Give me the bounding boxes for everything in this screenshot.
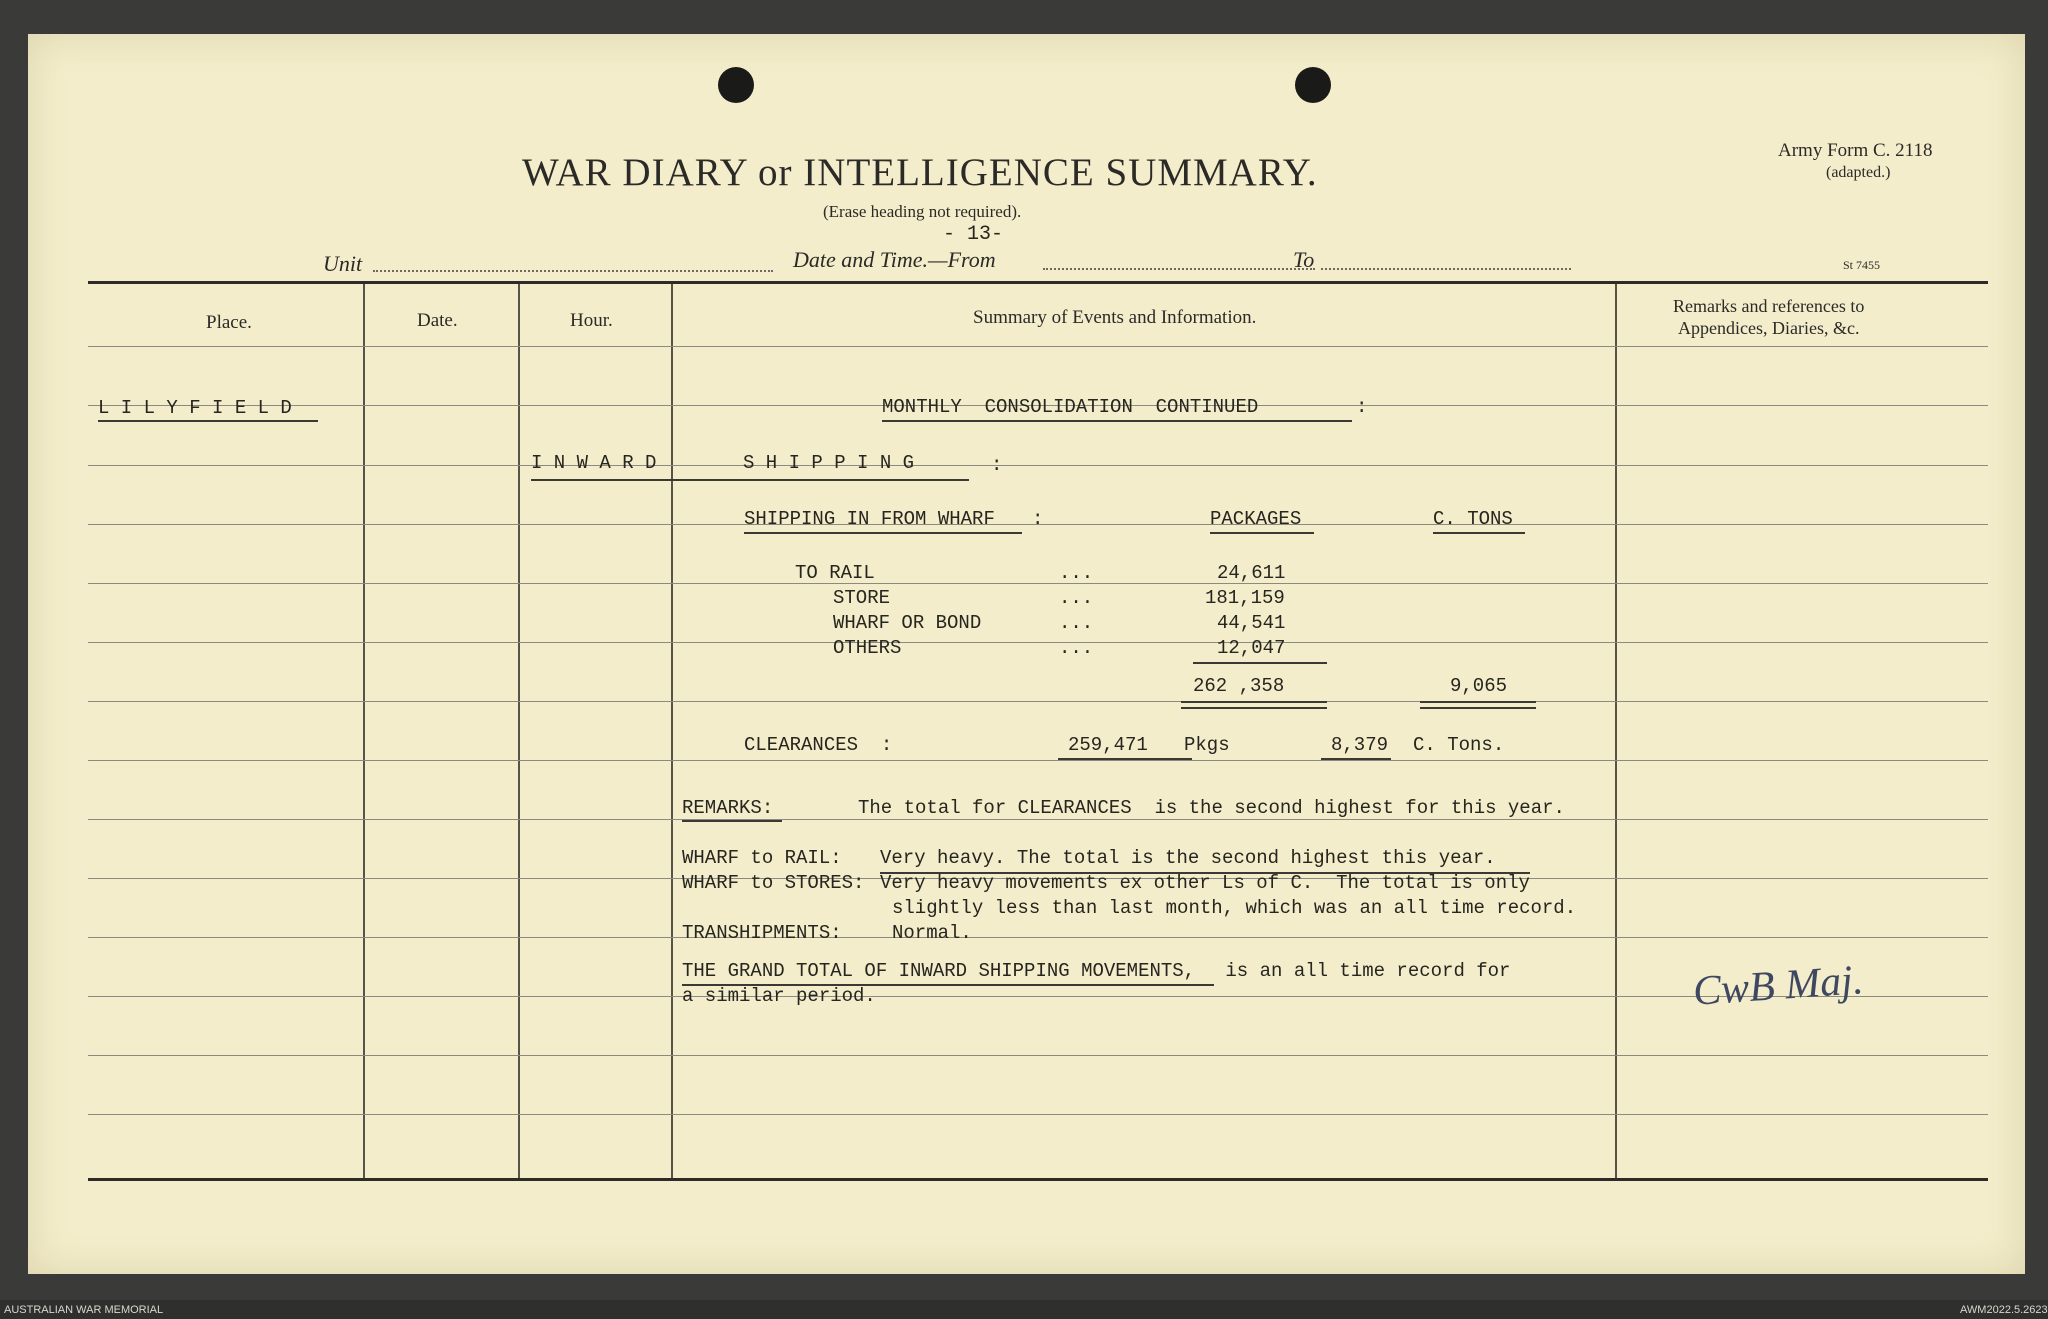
transhipments-label: TRANSHIPMENTS: [682, 922, 842, 944]
sub-heading-underline [744, 532, 1022, 534]
unit-label: Unit [323, 251, 363, 276]
row-dots: ... [1059, 587, 1094, 609]
row-packages: 44,541 [1217, 612, 1286, 634]
remarks-label: REMARKS: [682, 797, 774, 819]
total-packages-double-rule-1 [1181, 701, 1327, 703]
date-time-label: Date and Time.—From [793, 247, 996, 272]
archive-footer-bar [0, 1300, 2048, 1319]
column-header-summary: Summary of Events and Information. [973, 307, 1257, 328]
inward-word: I N W A R D [531, 452, 657, 474]
header-rule [88, 346, 1988, 347]
row-label: WHARF OR BOND [833, 612, 982, 634]
divider-place-date [363, 284, 365, 1178]
section-heading: MONTHLY CONSOLIDATION CONTINUED [882, 396, 1259, 418]
archive-credit: AUSTRALIAN WAR MEMORIAL [4, 1304, 164, 1316]
remarks-label-underline [682, 820, 782, 822]
page-number: - 13- [943, 223, 1004, 246]
total-packages: 262 ,358 [1193, 675, 1285, 697]
clearances-packages-underline [1058, 758, 1192, 760]
signature: CwB Maj. [1691, 957, 1865, 1015]
row-dots: ... [1059, 637, 1094, 659]
divider-date-hour [518, 284, 520, 1178]
section-heading-underline [882, 420, 1352, 422]
column-header-date: Date. [417, 310, 458, 331]
ruled-line [88, 583, 1988, 584]
ruled-line [88, 819, 1988, 820]
remarks-text: The total for CLEARANCES is the second highest for this year. [858, 797, 1565, 819]
column-label-tons: C. TONS [1433, 508, 1513, 530]
table-top-border [88, 281, 1988, 284]
form-note: (adapted.) [1826, 164, 1891, 181]
row-dots: ... [1059, 612, 1094, 634]
clearances-tons-underline [1321, 758, 1391, 760]
row-label: TO RAIL [795, 562, 875, 584]
packages-underline [1210, 532, 1314, 534]
rail-text: Very heavy. The total is the second highest this year. [880, 847, 1496, 869]
row-packages: 181,159 [1205, 587, 1285, 609]
inward-shipping-underline [531, 479, 969, 481]
form-title: WAR DIARY or INTELLIGENCE SUMMARY. [522, 151, 1318, 194]
column-header-place: Place. [206, 312, 252, 333]
grand-total-line2: a similar period. [682, 985, 876, 1007]
ruled-line [88, 465, 1988, 466]
total-tons: 9,065 [1450, 675, 1508, 697]
clearances-label: CLEARANCES : [744, 734, 893, 756]
row-label: STORE [833, 587, 891, 609]
divider-summary-remarks [1615, 284, 1617, 1178]
transhipments-text: Normal. [892, 922, 972, 944]
ruled-line [88, 937, 1988, 938]
grand-total-part1: THE GRAND TOTAL OF INWARD SHIPPING MOVEMENTS, [682, 960, 1196, 982]
clearances-packages: 259,471 [1068, 734, 1148, 756]
row-packages: 24,611 [1217, 562, 1286, 584]
grand-total-part2: is an all time record for [1214, 960, 1511, 982]
form-number: Army Form C. 2118 [1778, 140, 1933, 161]
punch-hole-right [1295, 67, 1331, 103]
tons-underline [1433, 532, 1525, 534]
stores-text-line1: Very heavy movements ex other Ls of C. The total is only [880, 872, 1530, 894]
ruled-line [88, 701, 1988, 702]
form-subtitle: (Erase heading not required). [823, 202, 1022, 221]
print-code: St 7455 [1843, 258, 1881, 272]
clearances-tons: 8,379 [1331, 734, 1389, 756]
place-underline [98, 420, 318, 422]
stores-text-line2: slightly less than last month, which was an all time record. [892, 897, 1577, 919]
table-bottom-border [88, 1178, 1988, 1181]
rail-label: WHARF to RAIL: [682, 847, 842, 869]
diary-page [28, 34, 2025, 1274]
column-label-packages: PACKAGES [1210, 508, 1302, 530]
ruled-line [88, 1114, 1988, 1115]
stores-label: WHARF to STORES: [682, 872, 865, 894]
ruled-line [88, 1055, 1988, 1056]
subtotal-rule [1193, 662, 1327, 664]
place-entry: L I L Y F I E L D [98, 397, 292, 419]
total-tons-double-rule-1 [1420, 701, 1536, 703]
section-heading-colon: : [1356, 396, 1368, 418]
divider-hour-summary [671, 284, 673, 1178]
column-header-hour: Hour. [570, 310, 613, 331]
shipping-word: S H I P P I N G [743, 452, 915, 474]
column-header-remarks-line2: Appendices, Diaries, &c. [1678, 318, 1860, 338]
total-packages-double-rule-2 [1181, 707, 1327, 709]
sub-heading: SHIPPING IN FROM WHARF [744, 508, 995, 530]
inward-shipping-colon: : [991, 454, 1003, 476]
clearances-pkgs-unit: Pkgs [1184, 734, 1230, 756]
row-label: OTHERS [833, 637, 902, 659]
to-dotted-line [1321, 266, 1571, 270]
sub-heading-colon: : [1032, 508, 1044, 530]
ruled-line [88, 642, 1988, 643]
from-dotted-line [1043, 266, 1315, 270]
archive-reference: AWM2022.5.2623 [1960, 1304, 2048, 1316]
column-header-remarks-line1: Remarks and references to [1673, 296, 1865, 316]
row-dots: ... [1059, 562, 1094, 584]
clearances-tons-unit: C. Tons. [1413, 734, 1505, 756]
ruled-line [88, 760, 1988, 761]
to-label: To [1293, 247, 1315, 272]
punch-hole-left [718, 67, 754, 103]
total-tons-double-rule-2 [1420, 707, 1536, 709]
row-packages: 12,047 [1217, 637, 1286, 659]
unit-dotted-line [373, 268, 773, 272]
